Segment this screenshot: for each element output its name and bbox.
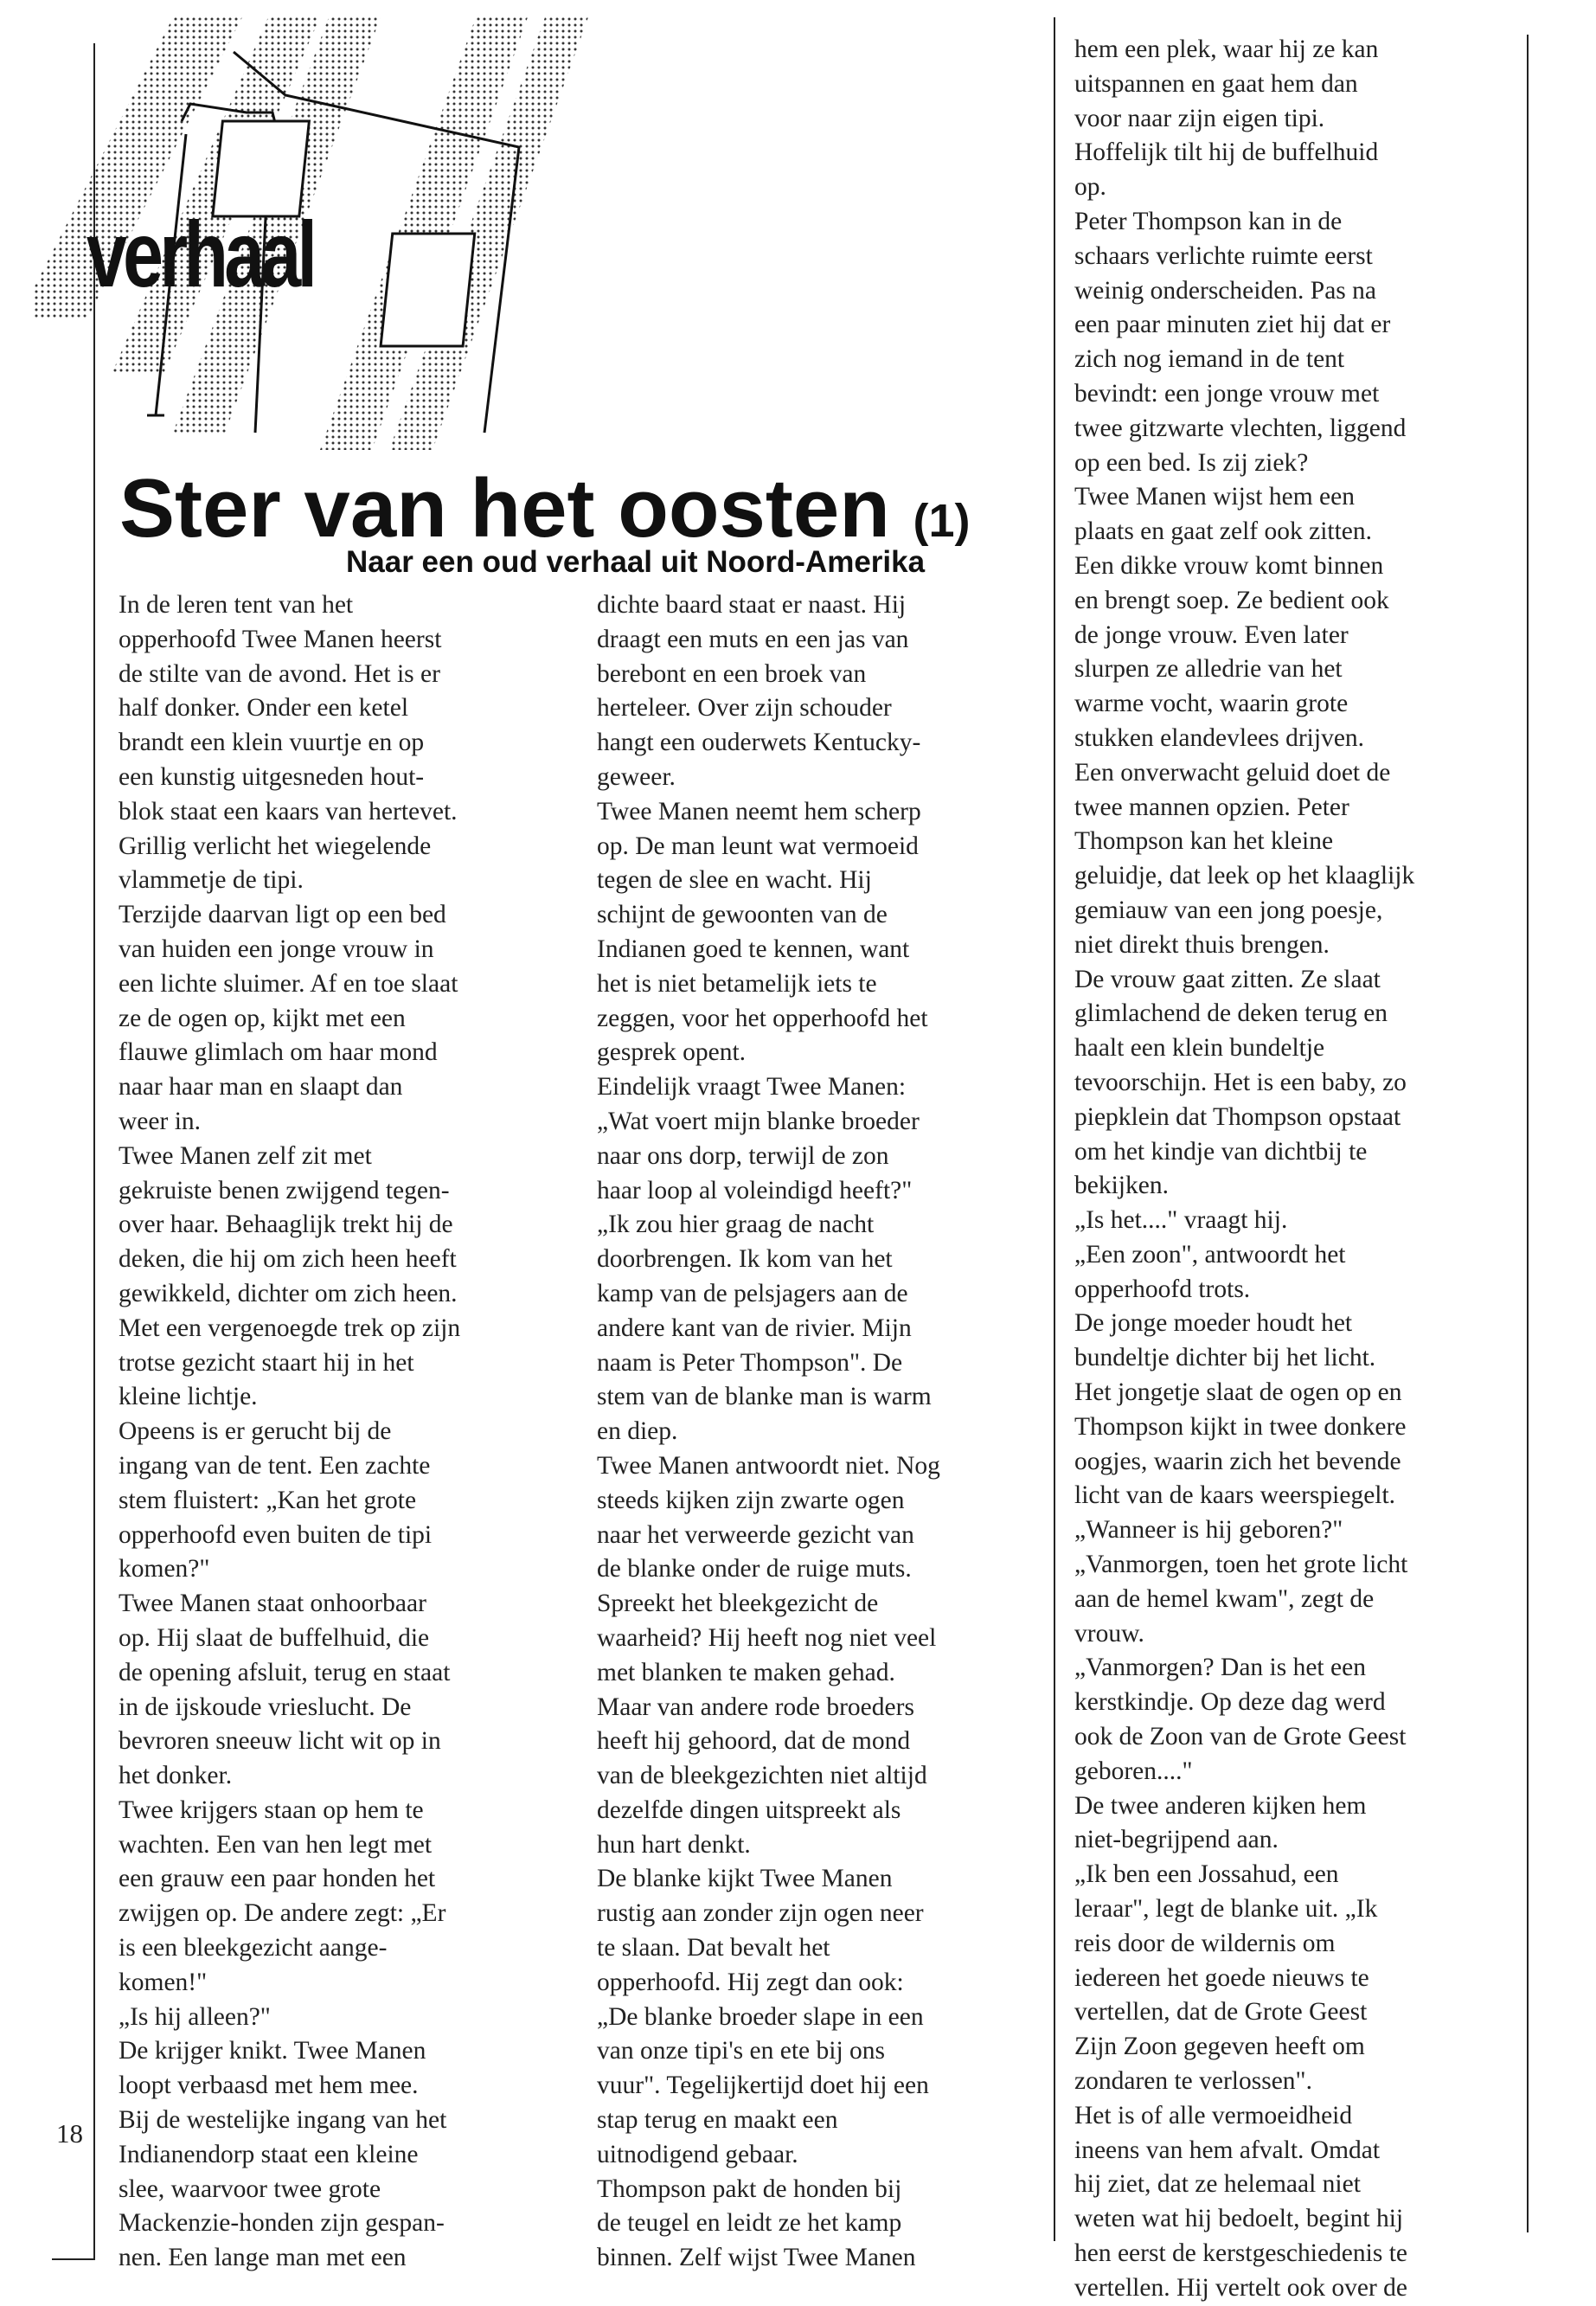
text-line: de stilte van de avond. Het is er	[119, 659, 440, 688]
text-line: opperhoofd trots.	[1074, 1275, 1251, 1303]
text-line: Thompson pakt de honden bij	[597, 2174, 902, 2203]
text-line: dezelfde dingen uitspreekt als	[597, 1795, 901, 1824]
text-column-2	[597, 588, 940, 2276]
text-line: van huiden een jonge vrouw in	[119, 935, 434, 963]
text-line: de jonge vrouw. Even later	[1074, 620, 1349, 649]
text-line: opperhoofd. Hij zegt dan ook:	[597, 1968, 904, 1996]
text-line: „Is het...." vraagt hij.	[1074, 1206, 1288, 1235]
text-line: komen?"	[119, 1555, 210, 1583]
text-line: hij ziet, dat ze helemaal niet	[1074, 2170, 1361, 2199]
text-line: haar loop al voleindigd heeft?"	[597, 1176, 913, 1204]
page-number: 18	[56, 2118, 83, 2149]
text-line: gekruiste benen zwijgend tegen-	[119, 1176, 450, 1204]
text-line: Het is of alle vermoeidheid	[1074, 2101, 1353, 2129]
text-line: reis door de wildernis om	[1074, 1929, 1336, 1957]
text-line: een grauw een paar honden het	[119, 1865, 436, 1893]
text-line: de blanke onder de ruige muts.	[597, 1555, 912, 1583]
text-line: stukken elandevlees drijven.	[1074, 723, 1365, 752]
text-line: het donker.	[119, 1762, 233, 1790]
text-line: de opening afsluit, terug en staat	[119, 1658, 451, 1686]
text-line: kleine lichtje.	[119, 1383, 258, 1411]
text-line: bevroren sneeuw licht wit op in	[119, 1727, 441, 1756]
text-line: tegen de slee en wacht. Hij	[597, 866, 872, 895]
text-line: binnen. Zelf wijst Twee Manen	[597, 2244, 916, 2272]
text-line: naar het verweerde gezicht van	[597, 1520, 914, 1549]
text-line: Zijn Zoon gegeven heeft om	[1074, 2033, 1365, 2061]
text-line: stem van de blanke man is warm	[597, 1383, 932, 1411]
text-line: De blanke kijkt Twee Manen	[597, 1865, 893, 1893]
text-line: geweer.	[597, 762, 676, 791]
text-line: het is niet betamelijk iets te	[597, 969, 877, 998]
text-line: herteleer. Over zijn schouder	[597, 694, 892, 723]
text-line: nen. Een lange man met een	[119, 2244, 407, 2272]
text-line: opperhoofd Twee Manen heerst	[119, 625, 442, 653]
text-line: Twee Manen neemt hem scherp	[597, 797, 921, 825]
text-line: schaars verlichte ruimte eerst	[1074, 241, 1373, 270]
text-line: met blanken te maken gehad.	[597, 1658, 895, 1686]
text-line: van onze tipi's en ete bij ons	[597, 2037, 886, 2065]
text-line: van de bleekgezichten niet altijd	[597, 1762, 927, 1790]
text-line: over haar. Behaaglijk trekt hij de	[119, 1211, 453, 1239]
text-line: bundeltje dichter bij het licht.	[1074, 1344, 1376, 1372]
text-line: niet-begrijpend aan.	[1074, 1826, 1279, 1854]
text-line: naar haar man en slaapt dan	[119, 1073, 403, 1102]
text-line: „Vanmorgen? Dan is het een	[1074, 1654, 1366, 1682]
text-line: te slaan. Dat bevalt het	[597, 1934, 830, 1962]
text-line: naar ons dorp, terwijl de zon	[597, 1141, 889, 1170]
text-line: deken, die hij om zich heen heeft	[119, 1245, 457, 1274]
text-line: bekijken.	[1074, 1172, 1169, 1200]
text-line: twee gitzwarte vlechten, liggend	[1074, 414, 1407, 442]
bottom-corner-rule	[52, 2258, 95, 2260]
text-line: Hoffelijk tilt hij de buffelhuid	[1074, 138, 1379, 167]
middle-vertical-rule	[1054, 17, 1055, 2241]
text-line: Mackenzie-honden zijn gespan-	[119, 2209, 445, 2238]
text-line: vertellen. Hij vertelt ook over de	[1074, 2273, 1407, 2302]
text-line: Twee Manen zelf zit met	[119, 1141, 372, 1170]
text-line: glimlachend de deken terug en	[1074, 999, 1388, 1028]
text-line: hangt een ouderwets Kentucky-	[597, 729, 921, 757]
text-line: heeft hij gehoord, dat de mond	[597, 1727, 911, 1756]
text-line: andere kant van de rivier. Mijn	[597, 1314, 912, 1342]
text-line: „Ik ben een Jossahud, een	[1074, 1860, 1339, 1889]
story-part-number: (1)	[913, 495, 971, 547]
text-line: Eindelijk vraagt Twee Manen:	[597, 1073, 907, 1102]
text-line: wachten. Een van hen legt met	[119, 1830, 433, 1859]
text-line: hem een plek, waar hij ze kan	[1074, 35, 1379, 63]
text-column-3	[1074, 33, 1414, 2306]
text-line: voor naar zijn eigen tipi.	[1074, 104, 1325, 132]
text-line: komen!"	[119, 1968, 208, 1996]
text-line: „Wat voert mijn blanke broeder	[597, 1107, 920, 1135]
text-line: vrouw.	[1074, 1619, 1144, 1648]
text-line: „De blanke broeder slape in een	[597, 2002, 924, 2031]
text-line: ineens van hem afvalt. Omdat	[1074, 2136, 1381, 2164]
text-line: gesprek opent.	[597, 1038, 747, 1067]
text-line: uitnodigend gebaar.	[597, 2140, 798, 2168]
text-line: bevindt: een jonge vrouw met	[1074, 379, 1380, 408]
text-line: kerstkindje. Op deze dag werd	[1074, 1688, 1386, 1717]
text-line: iedereen het goede nieuws te	[1074, 1963, 1369, 1992]
text-line: Grillig verlicht het wiegelende	[119, 832, 432, 860]
text-line: leraar", legt de blanke uit. „Ik	[1074, 1895, 1378, 1924]
text-line: geluidje, dat leek op het klaaglijk	[1074, 862, 1415, 890]
text-line: „Ik zou hier graag de nacht	[597, 1211, 875, 1239]
text-line: „Wanneer is hij geboren?"	[1074, 1516, 1343, 1545]
text-line: is een bleekgezicht aange-	[119, 1934, 388, 1962]
text-line: weten wat hij bedoelt, begint hij	[1074, 2205, 1404, 2233]
text-line: brandt een klein vuurtje en op	[119, 729, 425, 757]
text-line: uitspannen en gaat hem dan	[1074, 69, 1358, 98]
text-line: tevoorschijn. Het is een baby, zo	[1074, 1068, 1407, 1096]
text-line: en brengt soep. Ze bedient ook	[1074, 586, 1389, 614]
text-line: Bij de westelijke ingang van het	[119, 2106, 447, 2135]
text-line: niet direkt thuis brengen.	[1074, 930, 1330, 959]
text-line: weer in.	[119, 1107, 202, 1135]
story-title-text: Ster van het oosten	[119, 462, 890, 555]
text-line: de teugel en leidt ze het kamp	[597, 2209, 902, 2238]
text-line: om het kindje van dichtbij te	[1074, 1137, 1368, 1166]
text-line: dichte baard staat er naast. Hij	[597, 591, 907, 619]
text-line: weinig onderscheiden. Pas na	[1074, 276, 1376, 305]
text-line: Met een vergenoegde trek op zijn	[119, 1314, 461, 1342]
text-line: hun hart denkt.	[597, 1830, 751, 1859]
text-line: een lichte sluimer. Af en toe slaat	[119, 969, 458, 998]
text-line: Terzijde daarvan ligt op een bed	[119, 901, 446, 929]
text-line: Een dikke vrouw komt binnen	[1074, 551, 1384, 580]
text-line: Opeens is er gerucht bij de	[119, 1417, 392, 1446]
text-line: steeds kijken zijn zwarte ogen	[597, 1486, 905, 1514]
text-line: licht van de kaars weerspiegelt.	[1074, 1481, 1396, 1510]
text-line: flauwe glimlach om haar mond	[119, 1038, 438, 1067]
text-line: stem fluistert: „Kan het grote	[119, 1486, 417, 1514]
text-line: naam is Peter Thompson". De	[597, 1348, 903, 1377]
text-line: schijnt de gewoonten van de	[597, 901, 888, 929]
text-line: een paar minuten ziet hij dat er	[1074, 311, 1391, 339]
text-line: Een onverwacht geluid doet de	[1074, 758, 1391, 787]
text-line: zich nog iemand in de tent	[1074, 345, 1345, 374]
story-subtitle: Naar een oud verhaal uit Noord-Amerika	[346, 545, 926, 579]
text-line: doorbrengen. Ik kom van het	[597, 1245, 893, 1274]
text-line: ze de ogen op, kijkt met een	[119, 1004, 406, 1032]
text-line: Spreekt het bleekgezicht de	[597, 1590, 879, 1618]
text-line: gemiauw van een jong poesje,	[1074, 896, 1383, 924]
text-line: aan de hemel kwam", zegt de	[1074, 1584, 1375, 1613]
text-line: op. De man leunt wat vermoeid	[597, 832, 919, 860]
text-line: stap terug en maakt een	[597, 2106, 838, 2135]
right-vertical-rule	[1527, 35, 1529, 2232]
text-line: warme vocht, waarin grote	[1074, 690, 1349, 718]
text-line: rustig aan zonder zijn ogen neer	[597, 1899, 924, 1928]
text-line: haalt een klein bundeltje	[1074, 1034, 1325, 1063]
text-line: In de leren tent van het	[119, 591, 354, 619]
text-line: Het jongetje slaat de ogen op en	[1074, 1378, 1402, 1407]
text-line: De jonge moeder houdt het	[1074, 1309, 1353, 1338]
text-line: Thompson kan het kleine	[1074, 827, 1334, 856]
text-line: „Vanmorgen, toen het grote licht	[1074, 1551, 1408, 1579]
text-line: gewikkeld, dichter om zich heen.	[119, 1279, 458, 1307]
text-line: Indianendorp staat een kleine	[119, 2140, 419, 2168]
text-line: op een bed. Is zij ziek?	[1074, 448, 1309, 477]
text-column-1	[119, 588, 460, 2276]
text-line: slurpen ze alledrie van het	[1074, 655, 1343, 684]
text-line: blok staat een kaars van hertevet.	[119, 797, 458, 825]
text-line: hen eerst de kerstgeschiedenis te	[1074, 2239, 1407, 2267]
text-line: een kunstig uitgesneden hout-	[119, 762, 425, 791]
text-line: „Een zoon", antwoordt het	[1074, 1240, 1346, 1269]
text-line: berebont en een broek van	[597, 659, 867, 688]
text-line: Twee krijgers staan op hem te	[119, 1795, 424, 1824]
text-line: geboren...."	[1074, 1757, 1193, 1785]
text-line: vlammetje de tipi.	[119, 866, 304, 895]
text-line: trotse gezicht staart hij in het	[119, 1348, 414, 1377]
text-line: vertellen, dat de Grote Geest	[1074, 1998, 1368, 2027]
text-line: zondaren te verlossen".	[1074, 2067, 1312, 2096]
text-line: Twee Manen antwoordt niet. Nog	[597, 1451, 940, 1480]
text-line: „Is hij alleen?"	[119, 2002, 271, 2031]
text-line: vuur". Tegelijkertijd doet hij een	[597, 2072, 929, 2100]
text-line: ingang van de tent. Een zachte	[119, 1451, 431, 1480]
text-line: loopt verbaasd met hem mee.	[119, 2072, 419, 2100]
text-line: De krijger knikt. Twee Manen	[119, 2037, 426, 2065]
text-line: zeggen, voor het opperhoofd het	[597, 1004, 928, 1032]
text-line: op.	[1074, 173, 1106, 202]
text-line: Peter Thompson kan in de	[1074, 207, 1343, 235]
text-line: plaats en gaat zelf ook zitten.	[1074, 517, 1373, 546]
text-line: De twee anderen kijken hem	[1074, 1791, 1367, 1820]
text-line: twee mannen opzien. Peter	[1074, 793, 1349, 821]
text-line: waarheid? Hij heeft nog niet veel	[597, 1623, 937, 1652]
text-line: half donker. Onder een ketel	[119, 694, 409, 723]
text-line: draagt een muts en een jas van	[597, 625, 909, 653]
text-line: opperhoofd even buiten de tipi	[119, 1520, 433, 1549]
text-line: zwijgen op. De andere zegt: „Er	[119, 1899, 446, 1928]
story-title	[119, 462, 971, 555]
section-label: verhaal	[87, 202, 314, 306]
text-line: Twee Manen staat onhoorbaar	[119, 1590, 426, 1618]
text-line: Twee Manen wijst hem een	[1074, 483, 1355, 511]
text-line: kamp van de pelsjagers aan de	[597, 1279, 908, 1307]
text-line: op. Hij slaat de buffelhuid, die	[119, 1623, 430, 1652]
text-line: in de ijskoude vrieslucht. De	[119, 1693, 412, 1721]
text-line: Maar van andere rode broeders	[597, 1693, 914, 1721]
text-line: Indianen goed te kennen, want	[597, 935, 910, 963]
text-line: Thompson kijkt in twee donkere	[1074, 1412, 1407, 1441]
text-line: slee, waarvoor twee grote	[119, 2174, 381, 2203]
text-line: piepklein dat Thompson opstaat	[1074, 1102, 1401, 1131]
text-line: De vrouw gaat zitten. Ze slaat	[1074, 965, 1381, 993]
text-line: oogjes, waarin zich het bevende	[1074, 1447, 1401, 1475]
text-line: en diep.	[597, 1417, 678, 1446]
text-line: ook de Zoon van de Grote Geest	[1074, 1723, 1407, 1751]
